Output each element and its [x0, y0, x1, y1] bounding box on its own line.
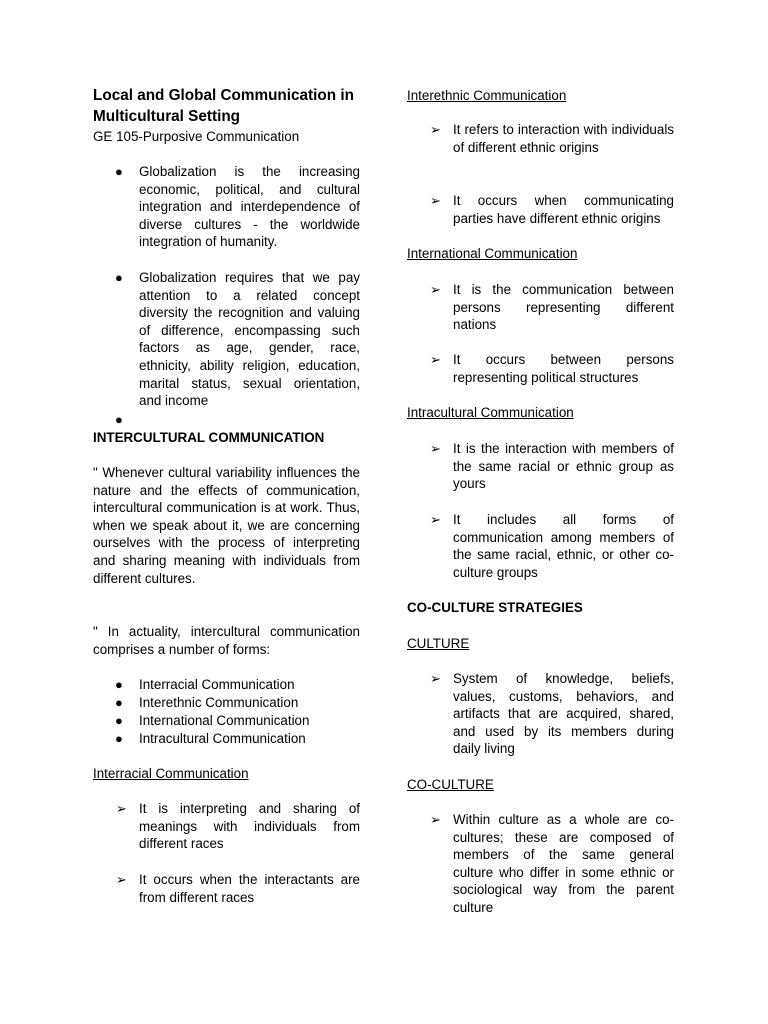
arrow-bullet-icon: ➢ [430, 671, 441, 686]
document-title: Local and Global Communication in Multicultural Setting [93, 87, 354, 125]
form-list-item [93, 730, 360, 748]
international-heading: International Communication [407, 246, 578, 261]
intracultural-heading: Intracultural Communication [407, 405, 574, 420]
coculture-strategies-heading: CO-CULTURE STRATEGIES [407, 600, 583, 615]
point-text: System of knowledge, beliefs, values, customs, behaviors, and artifacts that are acquired, shared, and used by its members during daily living [453, 671, 674, 757]
intracultural-point [407, 511, 674, 581]
interethnic-heading: Interethnic Communication [407, 88, 567, 103]
point-text: Within culture as a whole are co-cultures; these are composed of members of the same general culture who differ in some ethnic or sociological way from the parent culture [453, 812, 674, 915]
point-text: It occurs when communicating parties have different ethnic origins [453, 193, 674, 226]
bullet-icon: ● [115, 270, 123, 285]
interracial-point [93, 800, 360, 853]
intercultural-forms-intro: " In actuality, intercultural communication comprises a number of forms: [93, 624, 360, 657]
culture-point [407, 670, 674, 758]
arrow-bullet-icon: ➢ [430, 512, 441, 527]
arrow-bullet-icon: ➢ [430, 441, 441, 456]
point-text: It includes all forms of communication among members of the same racial, ethnic, or other co-culture groups [453, 512, 674, 580]
international-point [407, 281, 674, 334]
interracial-point [93, 871, 360, 906]
arrow-bullet-icon: ➢ [430, 812, 441, 827]
coculture-heading: CO-CULTURE [407, 777, 494, 792]
point-text: It occurs between persons representing political structures [453, 352, 674, 385]
bullet-icon: ● [115, 731, 123, 746]
point-text: It is interpreting and sharing of meanings with individuals from different races [139, 801, 360, 852]
arrow-bullet-icon: ➢ [430, 122, 441, 137]
intercultural-heading: INTERCULTURAL COMMUNICATION [93, 430, 325, 445]
globalization-bullet [93, 163, 360, 251]
interracial-heading: Interracial Communication [93, 766, 249, 781]
intercultural-quote: " Whenever cultural variability influences the nature and the effects of communication, intercultural communication is at work. Thus, when we speak about it, we are concerning ourselves with the process of interpreting and sharing meaning with individuals from different cultures. [93, 465, 360, 586]
bullet-icon: ● [115, 677, 123, 692]
point-text: It is the communication between persons representing different nations [453, 282, 674, 333]
form-label: Interracial Communication [139, 677, 295, 692]
arrow-bullet-icon: ➢ [116, 872, 127, 887]
bullet-text: Globalization requires that we pay attention to a related concept diversity the recognition and valuing of difference, encompassing such factors as age, gender, race, ethnicity, ability religion, education, marital status, sexual orientation, and income [139, 270, 360, 409]
arrow-bullet-icon: ➢ [430, 193, 441, 208]
arrow-bullet-icon: ➢ [430, 282, 441, 297]
form-list-item [93, 676, 360, 694]
arrow-bullet-icon: ➢ [430, 352, 441, 367]
international-point [407, 351, 674, 386]
coculture-point [407, 811, 674, 917]
bullet-icon: ● [115, 713, 123, 728]
bullet-icon: ● [115, 695, 123, 710]
point-text: It is the interaction with members of the same racial or ethnic group as yours [453, 441, 674, 492]
form-list-item [93, 712, 360, 730]
interethnic-point [407, 121, 674, 156]
document-subtitle: GE 105-Purposive Communication [93, 129, 300, 144]
form-label: Interethnic Communication [139, 695, 299, 710]
bullet-text: Globalization is the increasing economic, political, and cultural integration and interdependence of diverse cultures - the worldwide integration of humanity. [139, 164, 360, 250]
intracultural-point [407, 440, 674, 493]
bullet-icon: ● [115, 412, 123, 427]
globalization-bullet [93, 269, 360, 410]
form-label: International Communication [139, 713, 310, 728]
point-text: It refers to interaction with individuals of different ethnic origins [453, 122, 674, 155]
bullet-icon: ● [115, 164, 123, 179]
point-text: It occurs when the interactants are from different races [139, 872, 360, 905]
interethnic-point [407, 192, 674, 227]
form-list-item [93, 694, 360, 712]
form-label: Intracultural Communication [139, 731, 306, 746]
arrow-bullet-icon: ➢ [116, 801, 127, 816]
culture-heading: CULTURE [407, 636, 470, 651]
